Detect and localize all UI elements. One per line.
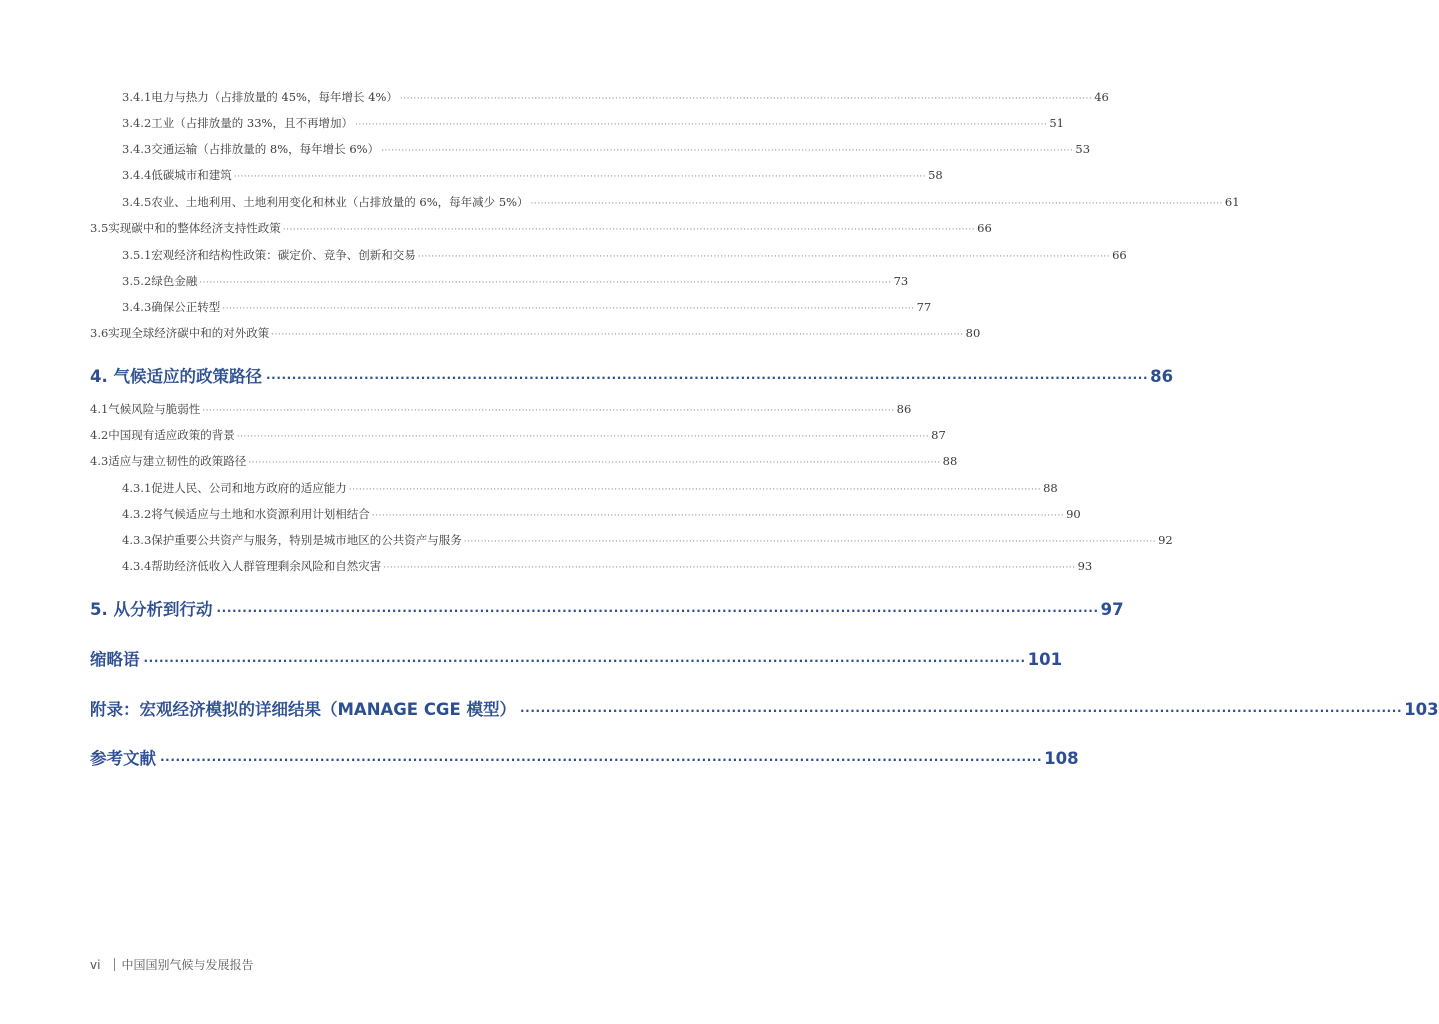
toc-entry-3-4-4[interactable]: [122, 166, 943, 184]
toc-page-number: 61: [1224, 195, 1240, 209]
toc-page-number: 53: [1075, 142, 1091, 156]
toc-page-number: 92: [1158, 533, 1173, 547]
toc-entry-4-3-2[interactable]: [122, 505, 1081, 523]
dot-leader: ··············································································································································································································: [248, 458, 941, 468]
toc-title: 促进人民、公司和地方政府的适应能力: [151, 481, 347, 495]
dot-leader: ··············································································································································································································: [236, 432, 930, 442]
dot-leader: ··············································································································································································································: [282, 225, 976, 235]
chapter-page-number: 108: [1044, 749, 1079, 768]
toc-title: 气候风险与脆弱性: [108, 402, 201, 416]
dot-leader: ··············································································································································································································: [271, 330, 964, 340]
toc-page-number: 87: [931, 428, 946, 442]
dot-leader: ··············································································································································································································: [233, 172, 927, 182]
footer-divider: [114, 958, 115, 971]
toc-chapter-4[interactable]: [90, 364, 1174, 390]
toc-abbreviations[interactable]: [90, 647, 1063, 673]
toc-entry-3-4-2[interactable]: [122, 114, 1064, 132]
toc-entry-3-5[interactable]: [90, 219, 992, 237]
toc-number: 4.2: [90, 428, 109, 442]
dot-leader: ··············································································································································································································: [381, 146, 1074, 156]
dot-leader: ···········································································································································································: [216, 604, 1099, 618]
footer-report-title: 中国国别气候与发展报告: [121, 958, 254, 972]
toc-number: 4.3: [90, 454, 109, 468]
toc-title: 将气候适应与土地和水资源利用计划相结合: [151, 507, 370, 521]
toc-number: 3.6: [90, 326, 109, 340]
chapter-page-number: 97: [1100, 600, 1124, 619]
toc-title: 保护重要公共资产与服务，特别是城市地区的公共资产与服务: [151, 533, 462, 547]
toc-title: 工业（占排放量的 33%，且不再增加）: [151, 116, 353, 130]
toc-number: 4.1: [90, 402, 109, 416]
toc-number: 3.4.3: [122, 300, 152, 314]
dot-leader: ··············································································································································································································: [348, 485, 1042, 495]
toc-entry-4-3-4[interactable]: [122, 557, 1093, 575]
toc-page-number: 46: [1094, 90, 1109, 104]
chapter-title: 5. 从分析到行动: [90, 600, 213, 619]
toc-number: 4.3.3: [122, 533, 152, 547]
dot-leader: ···········································································································································································: [266, 371, 1149, 385]
toc-title: 实现碳中和的整体经济支持性政策: [108, 221, 281, 235]
toc-number: 4.3.1: [122, 481, 152, 495]
toc-page-number: 58: [928, 168, 943, 182]
toc-title: 电力与热力（占排放量的 45%，每年增长 4%）: [151, 90, 398, 104]
toc-entry-4-1[interactable]: [90, 400, 912, 418]
dot-leader: ··············································································································································································································: [202, 406, 895, 416]
page-footer: [90, 956, 253, 973]
toc-page-number: 51: [1049, 116, 1064, 130]
toc-title: 实现全球经济碳中和的对外政策: [108, 326, 270, 340]
dot-leader: ··············································································································································································································: [199, 278, 892, 288]
toc-number: 3.5: [90, 221, 109, 235]
toc-title: 绿色金融: [151, 274, 198, 288]
toc-entry-3-4-3[interactable]: [122, 140, 1091, 158]
toc-page-number: 88: [942, 454, 958, 468]
toc-chapter-5[interactable]: [90, 597, 1124, 623]
toc-entry-3-5-1[interactable]: [122, 246, 1127, 264]
toc-title: 中国现有适应政策的背景: [108, 428, 235, 442]
toc-title: 交通运输（占排放量的 8%，每年增长 6%）: [151, 142, 380, 156]
dot-leader: ··············································································································································································································: [417, 252, 1111, 262]
dot-leader: ···········································································································································································: [520, 704, 1403, 718]
dot-leader: ··············································································································································································································: [371, 511, 1065, 521]
dot-leader: ··············································································································································································································: [354, 120, 1048, 130]
chapter-title: 附录：宏观经济模拟的详细结果（MANAGE CGE 模型）: [90, 700, 516, 719]
toc-title: 宏观经济和结构性政策：碳定价、竞争、创新和交易: [151, 248, 416, 262]
toc-page-number: 66: [1112, 248, 1127, 262]
dot-leader: ··············································································································································································································: [222, 304, 915, 314]
toc-number: 3.4.3: [122, 142, 152, 156]
toc-page-number: 66: [977, 221, 992, 235]
toc-entry-3-4-1[interactable]: [122, 88, 1109, 106]
toc-entry-4-3[interactable]: [90, 452, 958, 470]
toc-title: 农业、土地利用、土地利用变化和林业（占排放量的 6%，每年减少 5%）: [151, 195, 529, 209]
toc-number: 3.4.5: [122, 195, 152, 209]
toc-number: 3.5.1: [122, 248, 152, 262]
toc-page-number: 93: [1077, 559, 1093, 573]
toc-page-number: 90: [1066, 507, 1081, 521]
toc-entry-3-4-3b[interactable]: [122, 298, 932, 316]
toc-entry-4-2[interactable]: [90, 426, 946, 444]
toc-number: 3.4.1: [122, 90, 152, 104]
dot-leader: ··············································································································································································································: [399, 94, 1093, 104]
toc-appendix[interactable]: [90, 697, 1439, 723]
toc-entry-3-6[interactable]: [90, 324, 981, 342]
footer-page-number: vi: [90, 957, 101, 972]
toc-entry-3-4-5[interactable]: [122, 193, 1240, 211]
toc-page-number: 80: [965, 326, 981, 340]
toc-title: 适应与建立韧性的政策路径: [108, 454, 247, 468]
chapter-page-number: 86: [1150, 367, 1174, 386]
toc-number: 4.3.2: [122, 507, 152, 521]
toc-title: 确保公正转型: [151, 300, 221, 314]
toc-number: 3.4.4: [122, 168, 152, 182]
toc-entry-3-5-2[interactable]: [122, 272, 909, 290]
toc-page-number: 88: [1043, 481, 1058, 495]
dot-leader: ··············································································································································································································: [530, 199, 1223, 209]
toc-page-number: 86: [896, 402, 912, 416]
toc-number: 4.3.4: [122, 559, 152, 573]
toc-title: 低碳城市和建筑: [151, 168, 232, 182]
dot-leader: ··············································································································································································································: [383, 563, 1076, 573]
toc-number: 3.5.2: [122, 274, 152, 288]
chapter-page-number: 103: [1404, 700, 1439, 719]
chapter-title: 参考文献: [90, 749, 156, 768]
dot-leader: ···········································································································································································: [160, 753, 1043, 767]
toc-page-number: 77: [916, 300, 932, 314]
toc-title: 帮助经济低收入人群管理剩余风险和自然灾害: [151, 559, 382, 573]
toc-references[interactable]: [90, 746, 1079, 772]
chapter-title: 缩略语: [90, 650, 140, 669]
dot-leader: ··············································································································································································································: [463, 537, 1157, 547]
chapter-title: 4. 气候适应的政策路径: [90, 367, 262, 386]
dot-leader: ···········································································································································································: [143, 654, 1026, 668]
toc-number: 3.4.2: [122, 116, 152, 130]
chapter-page-number: 101: [1027, 650, 1063, 669]
toc-entry-4-3-1[interactable]: [122, 479, 1058, 497]
toc-page-number: 73: [893, 274, 909, 288]
toc-entry-4-3-3[interactable]: [122, 531, 1173, 549]
